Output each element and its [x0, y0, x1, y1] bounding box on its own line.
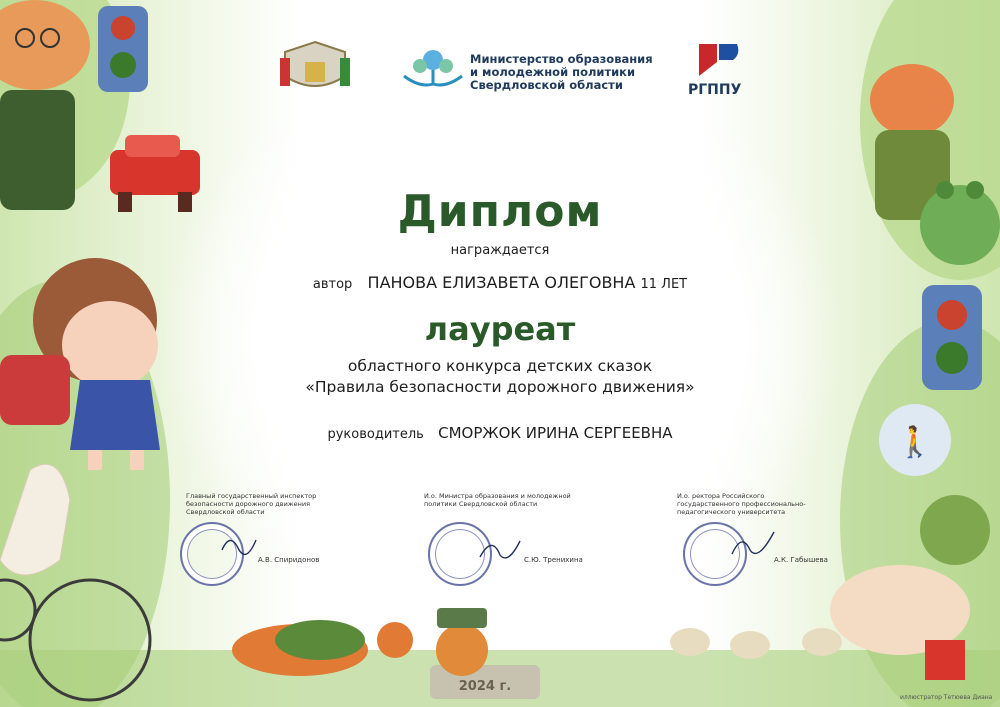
signature-3-icon	[730, 528, 776, 562]
signature-1-icon	[220, 530, 260, 560]
contest-text	[0, 356, 1000, 398]
contest-line-2: «Правила безопасности дорожного движения»	[305, 378, 695, 396]
university-logo-text: РГППУ	[688, 82, 742, 98]
awarded-text: награждается	[450, 243, 550, 258]
leader-name: СМОРЖОК ИРИНА СЕРГЕЕВНА	[438, 424, 673, 442]
ministry-logo-text	[470, 53, 653, 92]
svg-text:🚶: 🚶	[896, 425, 934, 460]
signature-name-1: А.В. Спиридонов	[258, 556, 320, 564]
leader-line	[0, 424, 1000, 442]
signature-title-1: Главный государственный инспектор безопасности дорожного движения Свердловской области	[186, 492, 317, 516]
police-emblem-icon	[275, 38, 355, 98]
author-age: 11 ЛЕТ	[640, 277, 688, 292]
leader-label: руководитель	[327, 427, 424, 442]
university-logo-icon	[693, 40, 741, 80]
signature-title-2: И.о. Министра образования и молодежной политики Свердловской области	[424, 492, 571, 508]
illustrator-credit: иллюстратор Тетюева Диана	[900, 694, 993, 701]
signature-2-icon	[478, 535, 522, 565]
signature-name-3: А.К. Габышева	[774, 556, 828, 564]
status-title: лауреат	[424, 310, 576, 348]
year-label: 2024 г.	[458, 679, 512, 694]
diploma-title: Диплом	[397, 186, 603, 237]
contest-line-1: областного конкурса детских сказок	[347, 357, 653, 375]
author-line	[0, 273, 1000, 292]
author-label: автор	[312, 277, 353, 292]
ministry-text-line-1: Министерство образования	[470, 52, 653, 66]
signature-title-3: И.о. ректора Российского государственного профессионально-педагогического университета	[677, 492, 806, 516]
ministry-text-line-3: Свердловской области	[470, 78, 623, 92]
author-name: ПАНОВА ЕЛИЗАВЕТА ОЛЕГОВНА	[367, 273, 636, 292]
chicks	[670, 628, 842, 659]
ministry-text-line-2: и молодежной политики	[470, 65, 636, 79]
signature-name-2: С.Ю. Тренихина	[524, 556, 583, 564]
ministry-tree-icon	[400, 46, 466, 90]
traffic-light-left	[98, 6, 148, 92]
